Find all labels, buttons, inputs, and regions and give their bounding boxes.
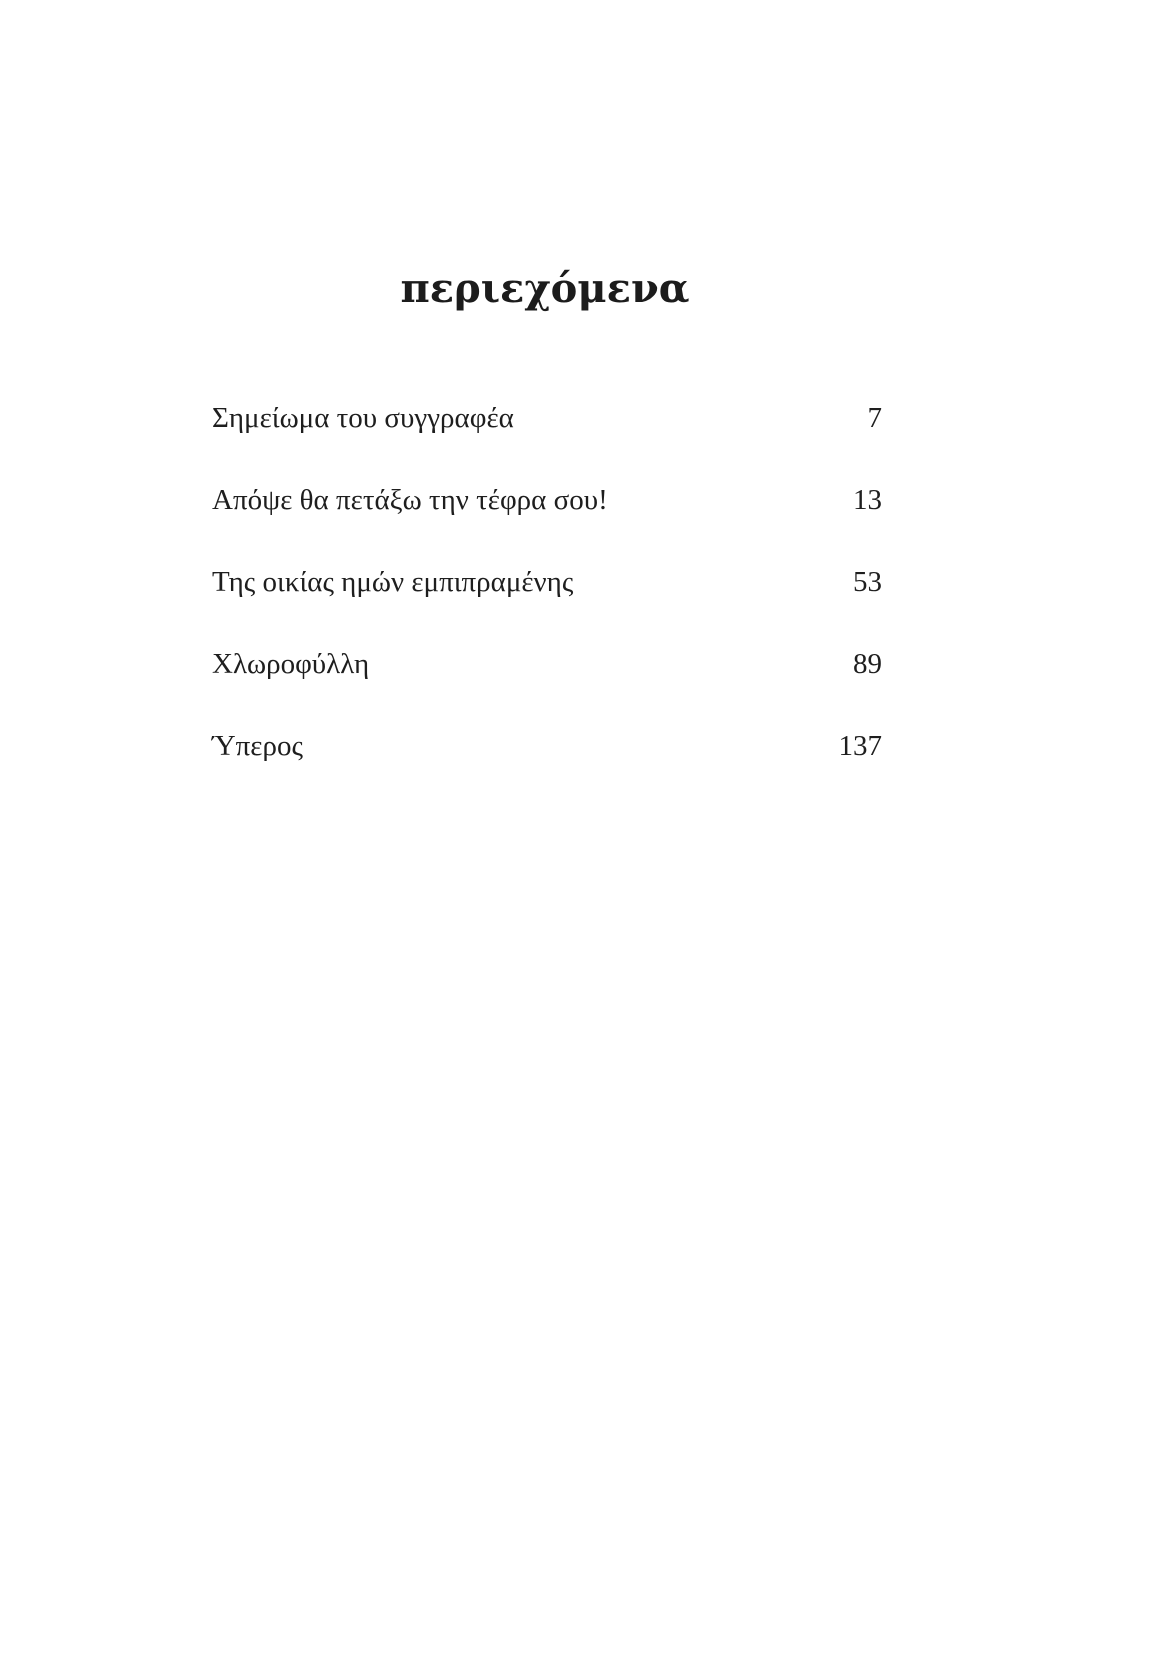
toc-entry — [212, 732, 882, 814]
toc-entry — [212, 568, 882, 650]
toc-entry-page-number: 7 — [867, 402, 882, 434]
toc-entry-page-number: 13 — [853, 484, 882, 516]
toc-entry-title: Ύπερος — [212, 730, 303, 762]
toc-entry-title: Σημείωμα του συγγραφέα — [212, 402, 514, 434]
toc-entry-page-number: 89 — [853, 648, 882, 680]
toc-entry-page-number: 137 — [838, 730, 882, 762]
toc-entry — [212, 486, 882, 568]
toc-entry-title: Χλωροφύλλη — [212, 648, 370, 680]
toc-entry-title: Της οικίας ημών εμπιπραμένης — [212, 566, 574, 598]
toc-entry — [212, 650, 882, 732]
toc-entry-page-number: 53 — [853, 566, 882, 598]
table-of-contents — [212, 404, 882, 814]
toc-entry — [212, 404, 882, 486]
page-title: περιεχόμενα — [400, 264, 690, 312]
toc-entry-title: Απόψε θα πετάξω την τέφρα σου! — [212, 484, 608, 516]
